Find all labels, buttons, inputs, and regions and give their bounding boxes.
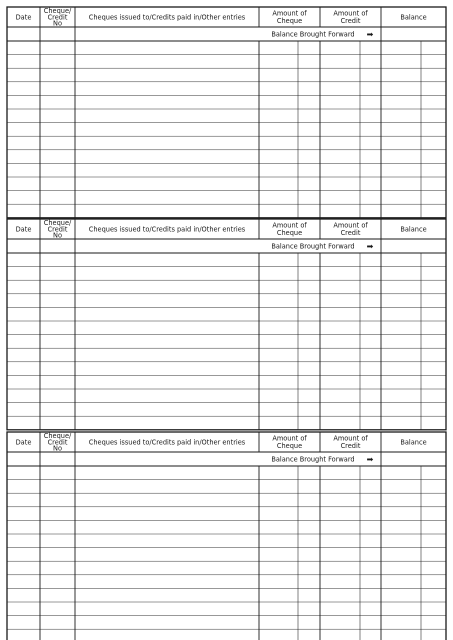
header-cheque-credit-no-line-2: Credit	[47, 13, 68, 22]
header-amount-of-cheque-line-2: Cheque	[276, 16, 303, 25]
table-frame	[7, 219, 446, 430]
header-cheque-credit-no-line-2: Credit	[47, 438, 68, 447]
header-amount-of-cheque-line-2: Cheque	[276, 228, 303, 237]
header-description: Cheques issued to/Credits paid in/Other entries	[88, 13, 246, 22]
balance-brought-forward: Balance Brought Forward	[271, 455, 355, 464]
header-cheque-credit-no-line-3: No	[53, 19, 62, 28]
header-balance: Balance	[400, 438, 427, 447]
table-frame	[7, 7, 446, 218]
header-cheque-credit-no-line-3: No	[53, 231, 62, 240]
header-cheque-credit-no-line-1: Cheque/	[43, 432, 72, 441]
header-amount-of-credit-line-1: Amount of	[333, 9, 368, 18]
arrow-right-icon: ➡	[366, 454, 374, 464]
balance-brought-forward: Balance Brought Forward	[271, 30, 355, 39]
header-date: Date	[15, 225, 32, 234]
header-date: Date	[15, 438, 32, 447]
header-balance: Balance	[400, 225, 427, 234]
header-amount-of-credit-line-2: Credit	[340, 16, 361, 25]
balance-brought-forward: Balance Brought Forward	[271, 242, 355, 251]
header-description: Cheques issued to/Credits paid in/Other entries	[88, 438, 246, 447]
header-amount-of-credit-line-2: Credit	[340, 228, 361, 237]
header-amount-of-credit-line-1: Amount of	[333, 434, 368, 443]
header-cheque-credit-no-line-3: No	[53, 444, 62, 453]
header-amount-of-cheque-line-1: Amount of	[272, 9, 307, 18]
header-amount-of-cheque-line-1: Amount of	[272, 221, 307, 230]
header-balance: Balance	[400, 13, 427, 22]
header-cheque-credit-no-line-2: Credit	[47, 225, 68, 234]
header-date: Date	[15, 13, 32, 22]
header-cheque-credit-no-line-1: Cheque/	[43, 219, 72, 228]
header-amount-of-cheque-line-2: Cheque	[276, 441, 303, 450]
header-amount-of-credit-line-1: Amount of	[333, 221, 368, 230]
header-description: Cheques issued to/Credits paid in/Other entries	[88, 225, 246, 234]
table-frame	[7, 432, 446, 640]
ledger-table	[7, 7, 446, 218]
header-cheque-credit-no-line-1: Cheque/	[43, 7, 72, 16]
header-amount-of-cheque-line-1: Amount of	[272, 434, 307, 443]
ledger-table	[7, 219, 446, 430]
ledger-table	[7, 432, 446, 640]
arrow-right-icon: ➡	[366, 241, 374, 251]
header-amount-of-credit-line-2: Credit	[340, 441, 361, 450]
arrow-right-icon: ➡	[366, 29, 374, 39]
